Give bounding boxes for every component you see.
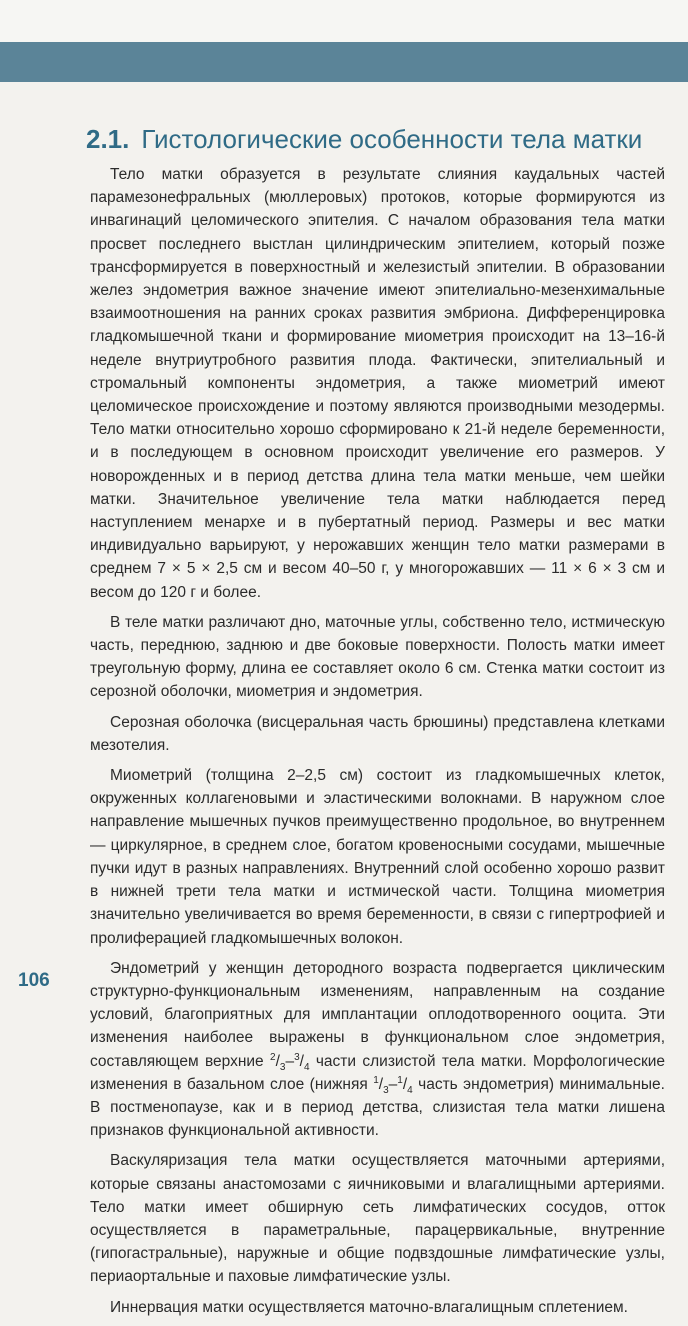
body-text <box>90 163 665 1326</box>
paragraph-innervation: Иннервация матки осуществляется маточно-влагалищным сплетением. <box>110 1298 628 1316</box>
paragraph-anatomy: В теле матки различают дно, маточные углы, собственно тело, истмическую часть, переднюю, заднюю и две боковые поверхности. Полость матки имеет треугольную форму, длина ее составляет около 6 см. Стенка матки состоит из серозной оболочки, миометрия и эндометрия. <box>90 613 665 701</box>
fraction-lower: $^1/_3-^1/_4$ <box>373 1074 413 1096</box>
section-heading <box>86 120 656 158</box>
paragraph-development: Тело матки образуется в результате слияния каудальных частей парамезонефральных (мюллеровых) протоков, которые формируются из инвагинаций целомического эпителия. С началом образования тела матки просвет последнего выстлан цилиндрическим эпителием, который позже трансформируется в поверхностный и железистый эпителии. В образовании желез эндометрия важное значение имеют эпителиально-мезенхимальные взаимоотношения на ранних сроках развития эмбриона. Дифференцировка гладкомышечной ткани и формирование миометрия происходит на 13–16-й неделе внутриутробного развития плода. Фактически, эпителиальный и стромальный компоненты эндометрия, а также миометрий имеют целомическое происхождение и поэтому являются производными мезодермы. Тело матки относительно хорошо сформировано к 21-й неделе беременности, и в последующем в основном происходит увеличение его размеров. У новорожденных и в период детства длина тела матки меньше, чем шейки матки. Значительное увеличение тела матки наблюдается перед наступлением менархе и в пубертатный период. Размеры и вес матки индивидуально варьируют, у нерожавших женщин тело матки размерами в среднем 7 × 5 × 2,5 см и весом 40–50 г, у многорожавших — 11 × 6 × 3 см и весом до 120 г и более. <box>90 166 665 601</box>
top-header-band <box>0 0 688 82</box>
section-title: Гистологические особенности тела матки <box>141 123 643 154</box>
header-color-bar <box>0 42 688 82</box>
endometrium-text-2: части слизистой тела матки. Морфологические изменения в базальном слое (нижняя <box>90 1052 666 1093</box>
section-number: 2.1. <box>86 123 130 154</box>
endometrium-text-3: часть эндометрия) минимальные. В постменопаузе, как и в период детства, слизистая тела матки лишена признаков функциональной активности. <box>90 1075 665 1140</box>
endometrium-text-1: Эндометрий у женщин детородного возраста подвергается циклическим структурно-функциональным изменениям, направленным на создание условий, благоприятных для имплантации оплодотворенного ооцита. Эти изменения наиболее выражены в функциональном слое эндометрия, составляющем верхние <box>90 959 665 1070</box>
paragraph-myometrium: Миометрий (толщина 2–2,5 см) состоит из гладкомышечных клеток, окруженных коллагеновыми и эластическими волокнами. В наружном слое направление мышечных пучков преимущественно продольное, во внутреннем — циркулярное, в среднем слое, богатом кровеносными сосудами, мышечные пучки идут в разных направлениях. Внутренний слой особенно хорошо развит в нижней трети тела матки и истмической части. Толщина миометрия значительно увеличивается во время беременности, в связи с гипертрофией и пролиферацией гладкомышечных волокон. <box>90 767 665 947</box>
fraction-upper: $^2/_3-^3/_4$ <box>270 1051 310 1073</box>
paragraph-vascularization: Васкуляризация тела матки осуществляется маточными артериями, которые связаны анастомозами с яичниковыми и влагалищными артериями. Тело матки имеет обширную сеть лимфатических сосудов, отток осуществляется в параметральные, парацервикальные, внутренние (гипогастральные), наружные и общие подвздошные лимфатические узлы, периаортальные и паховые лимфатические узлы. <box>90 1152 665 1286</box>
page-number: 106 <box>18 970 50 991</box>
paragraph-serosa: Серозная оболочка (висцеральная часть брюшины) представлена клетками мезотелия. <box>90 713 665 754</box>
paragraph-endometrium <box>90 957 665 1143</box>
